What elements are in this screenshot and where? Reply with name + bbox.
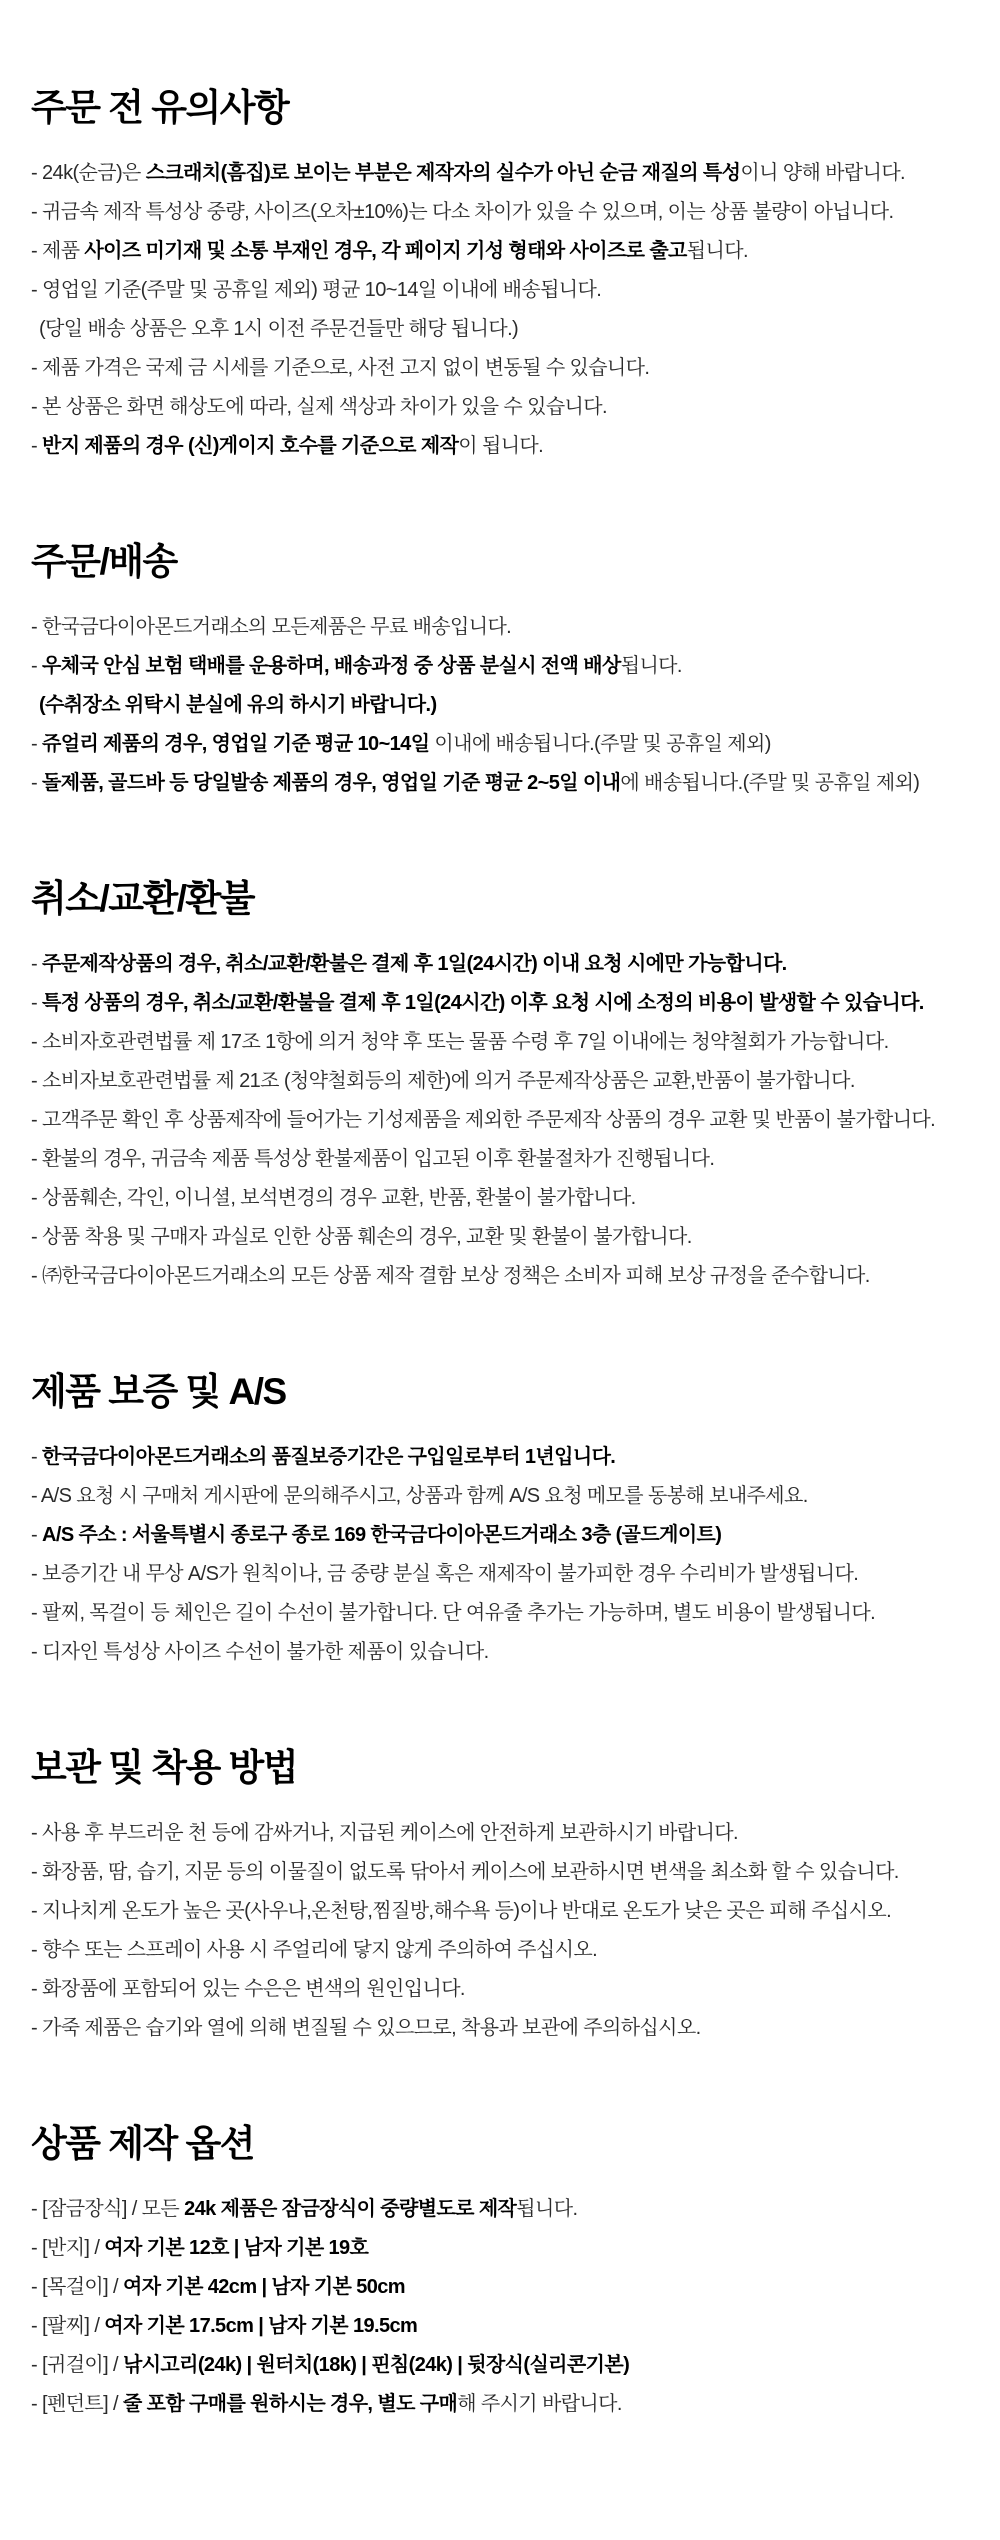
- section-warranty-as: [31, 1368, 960, 1672]
- notice-line: - 본 상품은 화면 해상도에 따라, 실제 색상과 차이가 있을 수 있습니다.: [31, 396, 607, 418]
- notice-line: - 제품 사이즈 미기재 및 소통 부재인 경우, 각 페이지 기성 형태와 사이즈로 출고됩니다.: [31, 240, 748, 262]
- notice-line: - 한국금다이아몬드거래소의 품질보증기간은 구입일로부터 1년입니다.: [31, 1446, 616, 1468]
- section-cancel-exchange-refund: [31, 875, 960, 1296]
- section-order-shipping: [31, 538, 960, 803]
- notice-line: - 가죽 제품은 습기와 열에 의해 변질될 수 있으므로, 착용과 보관에 주의하십시오.: [31, 2017, 701, 2039]
- notice-line: - [반지] / 여자 기본 12호 | 남자 기본 19호: [31, 2237, 369, 2259]
- notice-line: - 소비자보호관련법률 제 21조 (청약철회등의 제한)에 의거 주문제작상품은 교환,반품이 불가합니다.: [31, 1070, 855, 1092]
- section-lines-order-shipping: [31, 608, 960, 803]
- section-lines-production-options: [31, 2190, 960, 2424]
- bold-text: 사이즈 미기재 및 소통 부재인 경우, 각 페이지 기성 형태와 사이즈로 출고: [84, 240, 687, 262]
- bold-text: A/S 주소 : 서울특별시 종로구 종로 169 한국금다이아몬드거래소 3층 (골드게이트): [42, 1524, 722, 1546]
- notice-line: - 디자인 특성상 사이즈 수선이 불가한 제품이 있습니다.: [31, 1641, 489, 1663]
- notice-line: - A/S 주소 : 서울특별시 종로구 종로 169 한국금다이아몬드거래소 3층 (골드게이트): [31, 1524, 722, 1546]
- notice-line: - 고객주문 확인 후 상품제작에 들어가는 기성제품을 제외한 주문제작 상품의 경우 교환 및 반품이 불가합니다.: [31, 1109, 936, 1131]
- notice-line: - 24k(순금)은 스크래치(흠집)로 보이는 부분은 제작자의 실수가 아닌 순금 재질의 특성이니 양해 바랍니다.: [31, 162, 905, 184]
- notice-line: - [팔찌] / 여자 기본 17.5cm | 남자 기본 19.5cm: [31, 2315, 418, 2337]
- bold-text: 우체국 안심 보험 택배를 운용하며, 배송과정 중 상품 분실시 전액 배상: [42, 655, 621, 677]
- notice-line: - 사용 후 부드러운 천 등에 감싸거나, 지급된 케이스에 안전하게 보관하시기 바랍니다.: [31, 1822, 738, 1844]
- bold-text: 한국금다이아몬드거래소의 품질보증기간은 구입일로부터 1년입니다.: [42, 1446, 616, 1468]
- notice-line: [31, 686, 960, 725]
- notice-line: - A/S 요청 시 구매처 게시판에 문의해주시고, 상품과 함께 A/S 요청 메모를 동봉해 보내주세요.: [31, 1485, 808, 1507]
- notice-line: - 상품훼손, 각인, 이니셜, 보석변경의 경우 교환, 반품, 환불이 불가합니다.: [31, 1187, 636, 1209]
- notice-line: - 소비자호관련법률 제 17조 1항에 의거 청약 후 또는 물품 수령 후 7일 이내에는 청약철회가 가능합니다.: [31, 1031, 889, 1053]
- section-title-order-shipping: 주문/배송: [31, 541, 177, 582]
- notice-line: - [목걸이] / 여자 기본 42cm | 남자 기본 50cm: [31, 2276, 405, 2298]
- section-lines-warranty-as: [31, 1438, 960, 1672]
- notice-line: - ㈜한국금다이아몬드거래소의 모든 상품 제작 결함 보상 정책은 소비자 피해 보상 규정을 준수합니다.: [31, 1265, 870, 1287]
- bold-text: 주문제작상품의 경우, 취소/교환/환불은 결제 후 1일(24시간) 이내 요청 시에만 가능합니다.: [42, 953, 787, 975]
- notice-line: - 영업일 기준(주말 및 공휴일 제외) 평균 10~14일 이내에 배송됩니다.: [31, 279, 602, 301]
- section-title-pre-order-notice: 주문 전 유의사항: [31, 87, 289, 128]
- notice-line: - 우체국 안심 보험 택배를 운용하며, 배송과정 중 상품 분실시 전액 배상됩니다.: [31, 655, 682, 677]
- bold-text: 여자 기본 12호 | 남자 기본 19호: [104, 2237, 369, 2259]
- notice-line: - 보증기간 내 무상 A/S가 원칙이나, 금 중량 분실 혹은 재제작이 불가피한 경우 수리비가 발생됩니다.: [31, 1563, 859, 1585]
- section-title-storage-wearing: 보관 및 착용 방법: [31, 1747, 298, 1788]
- bold-text: 쥬얼리 제품의 경우, 영업일 기준 평균 10~14일: [42, 733, 430, 755]
- notice-line: - 상품 착용 및 구매자 과실로 인한 상품 훼손의 경우, 교환 및 환불이 불가합니다.: [31, 1226, 692, 1248]
- section-title-cancel-exchange-refund: 취소/교환/환불: [31, 878, 255, 919]
- bold-text: (수취장소 위탁시 분실에 유의 하시기 바랍니다.): [39, 694, 437, 716]
- notice-line: - 특정 상품의 경우, 취소/교환/환불을 결제 후 1일(24시간) 이후 요청 시에 소정의 비용이 발생할 수 있습니다.: [31, 992, 924, 1014]
- notice-sections: [31, 84, 960, 2424]
- notice-line: - 돌제품, 골드바 등 당일발송 제품의 경우, 영업일 기준 평균 2~5일 이내에 배송됩니다.(주말 및 공휴일 제외): [31, 772, 920, 794]
- notice-line: - 화장품에 포함되어 있는 수은은 변색의 원인입니다.: [31, 1978, 465, 2000]
- notice-line: - [펜던트] / 줄 포함 구매를 원하시는 경우, 별도 구매해 주시기 바랍니다.: [31, 2393, 622, 2415]
- bold-text: 줄 포함 구매를 원하시는 경우, 별도 구매: [122, 2393, 458, 2415]
- bold-text: 반지 제품의 경우 (신)게이지 호수를 기준으로 제작: [42, 435, 459, 457]
- notice-line: - 한국금다이아몬드거래소의 모든제품은 무료 배송입니다.: [31, 616, 512, 638]
- notice-line: - [귀걸이] / 낚시고리(24k) | 원터치(18k) | 핀침(24k) | 뒷장식(실리콘기본): [31, 2354, 630, 2376]
- bold-text: 여자 기본 17.5cm | 남자 기본 19.5cm: [104, 2315, 418, 2337]
- section-lines-cancel-exchange-refund: [31, 945, 960, 1296]
- notice-line: - 환불의 경우, 귀금속 제품 특성상 환불제품이 입고된 이후 환불절차가 진행됩니다.: [31, 1148, 715, 1170]
- notice-line: - 반지 제품의 경우 (신)게이지 호수를 기준으로 제작이 됩니다.: [31, 435, 544, 457]
- section-lines-pre-order-notice: [31, 154, 960, 466]
- section-title-production-options: 상품 제작 옵션: [31, 2123, 255, 2164]
- section-pre-order-notice: [31, 84, 960, 466]
- notice-line: - 지나치게 온도가 높은 곳(사우나,온천탕,찜질방,해수욕 등)이나 반대로 온도가 낮은 곳은 피해 주십시오.: [31, 1900, 892, 1922]
- bold-text: 24k 제품은 잠금장식이 중량별도로 제작: [184, 2198, 517, 2220]
- notice-line: - 귀금속 제작 특성상 중량, 사이즈(오차±10%)는 다소 차이가 있을 수 있으며, 이는 상품 불량이 아닙니다.: [31, 201, 894, 223]
- section-storage-wearing: [31, 1744, 960, 2048]
- notice-line: - 화장품, 땀, 습기, 지문 등의 이물질이 없도록 닦아서 케이스에 보관하시면 변색을 최소화 할 수 있습니다.: [31, 1861, 899, 1883]
- bold-text: 스크래치(흠집)로 보이는 부분은 제작자의 실수가 아닌 순금 재질의 특성: [145, 162, 741, 184]
- notice-line: - 팔찌, 목걸이 등 체인은 길이 수선이 불가합니다. 단 여유줄 추가는 가능하며, 별도 비용이 발생됩니다.: [31, 1602, 876, 1624]
- bold-text: 특정 상품의 경우, 취소/교환/환불을 결제 후 1일(24시간) 이후 요청 시에 소정의 비용이 발생할 수 있습니다.: [42, 992, 924, 1014]
- section-production-options: [31, 2120, 960, 2424]
- bold-text: 낚시고리(24k) | 원터치(18k) | 핀침(24k) | 뒷장식(실리콘기본): [122, 2354, 630, 2376]
- notice-line: - 향수 또는 스프레이 사용 시 주얼리에 닿지 않게 주의하여 주십시오.: [31, 1939, 598, 1961]
- notice-line: - 주문제작상품의 경우, 취소/교환/환불은 결제 후 1일(24시간) 이내 요청 시에만 가능합니다.: [31, 953, 787, 975]
- section-lines-storage-wearing: [31, 1814, 960, 2048]
- notice-line: - 쥬얼리 제품의 경우, 영업일 기준 평균 10~14일 이내에 배송됩니다.(주말 및 공휴일 제외): [31, 733, 771, 755]
- notice-line: (당일 배송 상품은 오후 1시 이전 주문건들만 해당 됩니다.): [39, 318, 519, 340]
- bold-text: 돌제품, 골드바 등 당일발송 제품의 경우, 영업일 기준 평균 2~5일 이내: [42, 772, 621, 794]
- bold-text: 여자 기본 42cm | 남자 기본 50cm: [122, 2276, 405, 2298]
- notice-line: - 제품 가격은 국제 금 시세를 기준으로, 사전 고지 없이 변동될 수 있습니다.: [31, 357, 650, 379]
- notice-line: - [잠금장식] / 모든 24k 제품은 잠금장식이 중량별도로 제작됩니다.: [31, 2198, 578, 2220]
- section-title-warranty-as: 제품 보증 및 A/S: [31, 1371, 286, 1412]
